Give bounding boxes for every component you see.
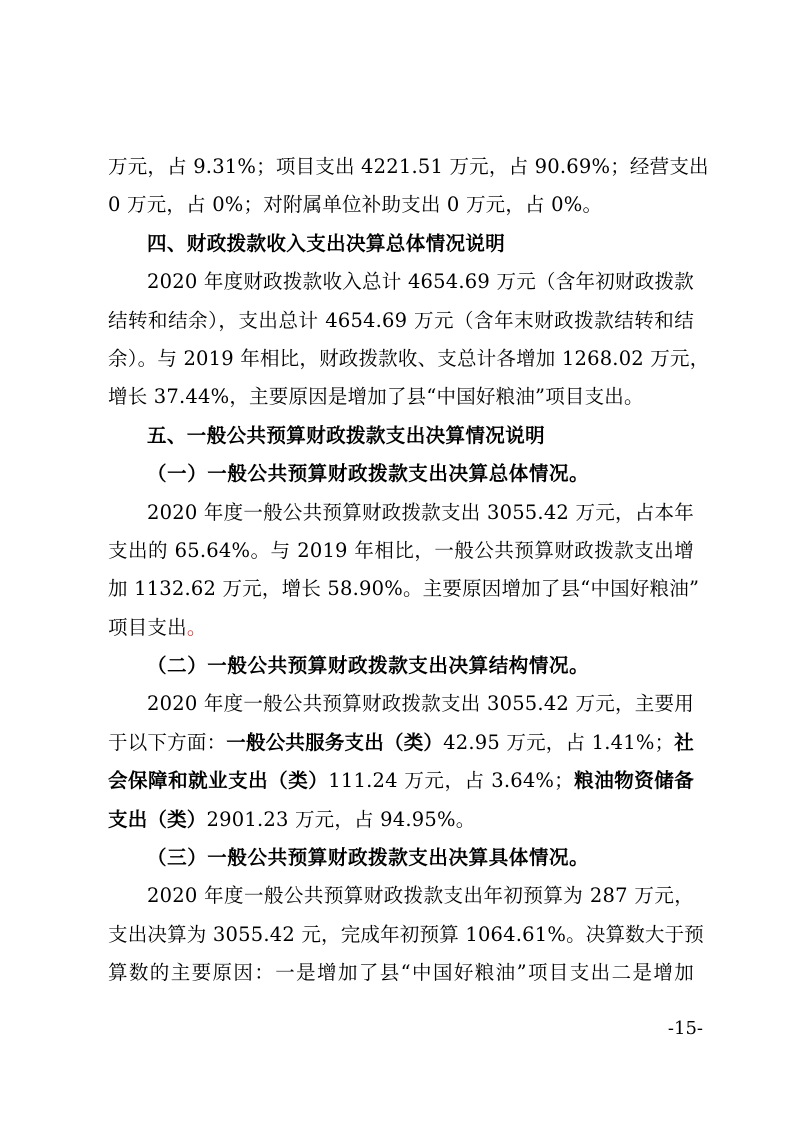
red-mark: 。 xyxy=(186,615,207,639)
bold-category: 一般公共服务支出（类） xyxy=(226,730,444,754)
line-text: 于以下方面： xyxy=(108,730,227,754)
bold-category: 粮油物资储备 xyxy=(573,769,694,793)
bold-category: 社 xyxy=(674,730,694,754)
paragraph-line xyxy=(108,724,694,762)
paragraph-line: 支出的 65.64%。与 2019 年相比，一般公共预算财政拨款支出增 xyxy=(108,538,694,562)
bold-category: 会保障和就业支出（类） xyxy=(108,769,329,793)
line-text: 2901.23 万元，占 94.95%。 xyxy=(206,807,476,831)
paragraph-line: 2020 年度一般公共预算财政拨款支出 3055.42 万元，主要用 xyxy=(147,692,694,716)
subsection-heading: （一）一般公共预算财政拨款支出决算总体情况。 xyxy=(147,462,590,486)
body-text xyxy=(108,148,710,993)
paragraph-line: 2020 年度一般公共预算财政拨款支出年初预算为 287 万元， xyxy=(147,884,694,908)
section-heading: 四、财政拨款收入支出决算总体情况说明 xyxy=(147,231,506,255)
line-text: 111.24 万元，占 3.64%； xyxy=(328,769,574,793)
paragraph-line: 2020 年度财政拨款收入总计 4654.69 万元（含年初财政拨款 xyxy=(147,270,694,294)
paragraph-line xyxy=(108,762,694,800)
paragraph-line xyxy=(108,609,694,647)
subsection-heading: （二）一般公共预算财政拨款支出决算结构情况。 xyxy=(147,654,590,678)
line-text: 项目支出 xyxy=(108,615,187,639)
paragraph-line xyxy=(108,801,694,839)
paragraph-line: 0 万元，占 0%；对附属单位补助支出 0 万元，占 0%。 xyxy=(108,193,603,217)
paragraph-line: 支出决算为 3055.42 元，完成年初预算 1064.61%。决算数大于预 xyxy=(108,922,704,946)
paragraph-line: 算数的主要原因：一是增加了县“中国好粮油”项目支出二是增加 xyxy=(108,961,694,985)
paragraph-line: 2020 年度一般公共预算财政拨款支出 3055.42 万元，占本年 xyxy=(147,500,694,524)
paragraph-line: 万元，占 9.31%；项目支出 4221.51 万元，占 90.69%；经营支出 xyxy=(108,155,709,178)
subsection-heading: （三）一般公共预算财政拨款支出决算具体情况。 xyxy=(147,846,590,870)
section-heading: 五、一般公共预算财政拨款支出决算情况说明 xyxy=(147,423,546,447)
paragraph-line: 余）。与 2019 年相比，财政拨款收、支总计各增加 1268.02 万元， xyxy=(108,346,710,370)
line-text: 42.95 万元，占 1.41%； xyxy=(443,730,675,754)
paragraph-line: 增长 37.44%，主要原因是增加了县“中国好粮油”项目支出。 xyxy=(108,385,644,409)
page-number: -15- xyxy=(667,1018,703,1039)
paragraph-line: 结转和结余），支出总计 4654.69 万元（含年末财政拨款结转和结 xyxy=(108,308,694,332)
paragraph-line: 加 1132.62 万元，增长 58.90%。主要原因增加了县“中国好粮油” xyxy=(108,577,700,601)
bold-category: 支出（类） xyxy=(108,807,207,831)
